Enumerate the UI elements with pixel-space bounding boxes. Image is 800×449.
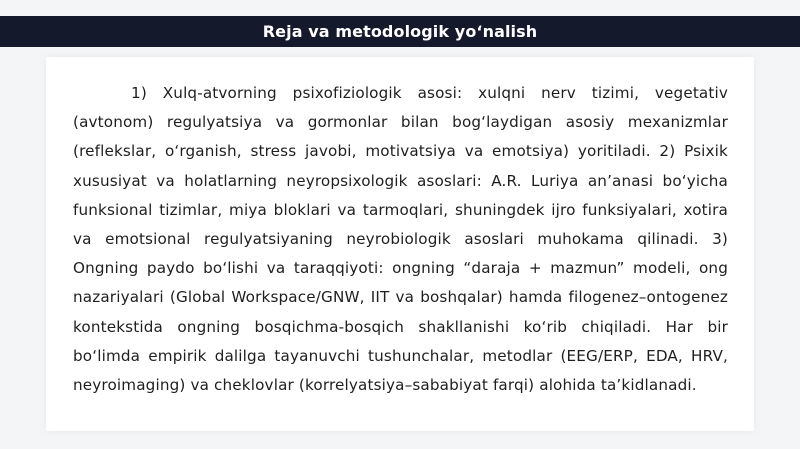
title-bar [0,16,800,47]
slide-body-text: 1) Xulq-atvorning psixofiziologik asosi: xulqni nerv tizimi, vegetativ (avtonom) regulyatsiya va gormonlar bilan bog‘laydigan asosiy mexanizmlar (reflekslar, o‘rganish, stress javobi, motivatsiya va emotsiya) yoritiladi. 2) Psixik xususiyat va holatlarning neyropsixologik asoslari: A.R. Luriya an’anasi bo‘yicha funksional tizimlar, miya bloklari va tarmoqlari, shuningdek ijro funksiyalari, xotira va emotsional regulyatsiyaning neyrobiologik asoslari muhokama qilinadi. 3) Ongning paydo bo‘lishi va taraqqiyoti: ongning “daraja + mazmun” modeli, ong nazariyalari (Global Workspace/GNW, IIT va boshqalar) hamda filogenez–ontogenez kontekstida ongning bosqichma-bosqich shakllanishi ko‘rib chiqiladi. Har bir bo‘limda empirik dalilga tayanuvchi tushunchalar, metodlar (EEG/ERP, EDA, HRV, neyroimaging) va cheklovlar (korrelyatsiya–sababiyat farqi) alohida ta’kidlanadi. [73,84,728,395]
slide-title: Reja va metodologik yo‘nalish [262,22,538,41]
